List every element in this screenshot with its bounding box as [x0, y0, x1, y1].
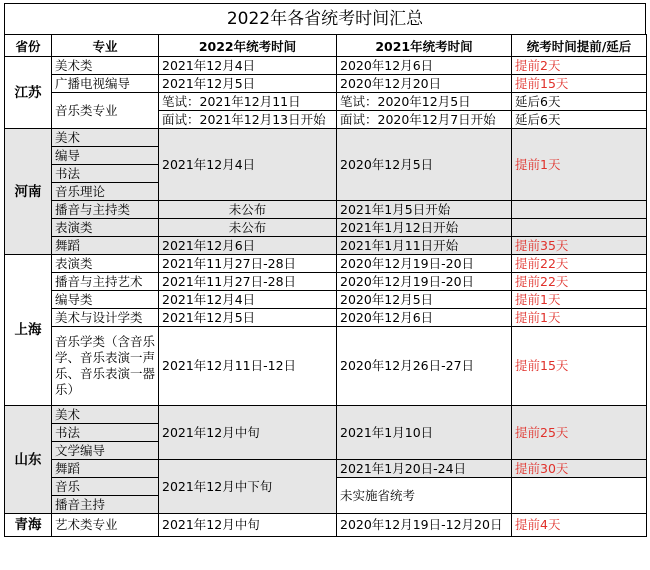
change-cell: 提前15天 — [512, 75, 647, 93]
time-2021-cell: 2020年12月19日-12月20日 — [337, 514, 512, 537]
change-cell: 提前4天 — [512, 514, 647, 537]
major-cell: 舞蹈 — [52, 460, 159, 478]
header-major: 专业 — [52, 35, 159, 57]
table-row — [5, 255, 647, 273]
major-cell: 音乐类专业 — [52, 93, 159, 129]
table-row — [5, 273, 647, 291]
major-cell: 书法 — [52, 424, 159, 442]
time-2022-cell: 未公布 — [159, 201, 337, 219]
major-cell: 编导类 — [52, 291, 159, 309]
major-cell: 编导 — [52, 147, 159, 165]
table-row — [5, 327, 647, 406]
time-2022-cell: 2021年12月5日 — [159, 309, 337, 327]
major-cell: 文学编导 — [52, 442, 159, 460]
time-2022-cell: 2021年11月27日-28日 — [159, 273, 337, 291]
time-2021-cell: 2021年1月20日-24日 — [337, 460, 512, 478]
time-2021-cell: 笔试：2020年12月5日 — [337, 93, 512, 111]
major-cell: 广播电视编导 — [52, 75, 159, 93]
table-row — [5, 406, 647, 424]
time-2021-cell: 2021年1月11日开始 — [337, 237, 512, 255]
province-cell: 上海 — [5, 255, 52, 406]
major-cell: 美术类 — [52, 57, 159, 75]
time-2021-cell: 2020年12月6日 — [337, 309, 512, 327]
table-row — [5, 237, 647, 255]
time-2022-cell: 2021年12月11日-12日 — [159, 327, 337, 406]
time-2021-cell: 2021年1月12日开始 — [337, 219, 512, 237]
time-2022-cell: 2021年11月27日-28日 — [159, 255, 337, 273]
time-2021-cell: 2020年12月6日 — [337, 57, 512, 75]
summary-sheet — [4, 3, 646, 537]
time-2022-cell: 2021年12月4日 — [159, 129, 337, 201]
time-2021-cell: 面试：2020年12月7日开始 — [337, 111, 512, 129]
major-cell: 美术 — [52, 129, 159, 147]
major-cell: 播音与主持类 — [52, 201, 159, 219]
time-2022-cell: 笔试：2021年12月11日 — [159, 93, 337, 111]
header-2021: 2021年统考时间 — [337, 35, 512, 57]
major-cell: 舞蹈 — [52, 237, 159, 255]
major-cell: 美术与设计学类 — [52, 309, 159, 327]
major-cell: 音乐 — [52, 478, 159, 496]
major-cell: 音乐理论 — [52, 183, 159, 201]
time-2022-cell: 2021年12月6日 — [159, 237, 337, 255]
major-cell: 书法 — [52, 165, 159, 183]
change-cell — [512, 219, 647, 237]
change-cell: 提前35天 — [512, 237, 647, 255]
major-cell: 播音主持 — [52, 496, 159, 514]
time-2022-cell: 2021年12月中旬 — [159, 514, 337, 537]
change-cell: 提前1天 — [512, 309, 647, 327]
exam-schedule-table — [4, 34, 647, 537]
page-title: 2022年各省统考时间汇总 — [4, 3, 646, 34]
province-cell: 青海 — [5, 514, 52, 537]
change-cell: 提前25天 — [512, 406, 647, 460]
major-cell: 美术 — [52, 406, 159, 424]
province-cell: 山东 — [5, 406, 52, 514]
time-2022-cell: 2021年12月中下旬 — [159, 460, 337, 514]
table-row — [5, 460, 647, 478]
time-2021-cell: 2021年1月5日开始 — [337, 201, 512, 219]
table-row — [5, 291, 647, 309]
major-cell: 艺术类专业 — [52, 514, 159, 537]
major-cell: 表演类 — [52, 219, 159, 237]
table-row — [5, 57, 647, 75]
time-2021-cell: 2020年12月5日 — [337, 129, 512, 201]
time-2022-cell: 面试：2021年12月13日开始 — [159, 111, 337, 129]
change-cell: 提前22天 — [512, 255, 647, 273]
table-row — [5, 309, 647, 327]
time-2022-cell: 2021年12月5日 — [159, 75, 337, 93]
major-cell: 音乐学类（含音乐学、音乐表演一声乐、音乐表演一器乐） — [52, 327, 159, 406]
change-cell: 提前2天 — [512, 57, 647, 75]
header-change: 统考时间提前/延后 — [512, 35, 647, 57]
header-row — [5, 35, 647, 57]
time-2022-cell: 2021年12月4日 — [159, 291, 337, 309]
table-row — [5, 201, 647, 219]
major-cell: 播音与主持艺术 — [52, 273, 159, 291]
change-cell — [512, 201, 647, 219]
time-2021-cell: 2021年1月10日 — [337, 406, 512, 460]
time-2021-cell: 2020年12月5日 — [337, 291, 512, 309]
time-2021-cell: 2020年12月26日-27日 — [337, 327, 512, 406]
change-cell: 提前1天 — [512, 129, 647, 201]
header-2022: 2022年统考时间 — [159, 35, 337, 57]
change-cell: 延后6天 — [512, 111, 647, 129]
table-row — [5, 75, 647, 93]
change-cell: 延后6天 — [512, 93, 647, 111]
table-row — [5, 514, 647, 537]
major-cell: 表演类 — [52, 255, 159, 273]
province-cell: 江苏 — [5, 57, 52, 129]
table-row — [5, 129, 647, 147]
time-2021-cell: 2020年12月20日 — [337, 75, 512, 93]
time-2022-cell: 2021年12月4日 — [159, 57, 337, 75]
table-row — [5, 219, 647, 237]
change-cell — [512, 478, 647, 514]
time-2021-cell: 2020年12月19日-20日 — [337, 273, 512, 291]
change-cell: 提前1天 — [512, 291, 647, 309]
change-cell: 提前15天 — [512, 327, 647, 406]
table-row — [5, 93, 647, 111]
time-2022-cell: 未公布 — [159, 219, 337, 237]
time-2022-cell: 2021年12月中旬 — [159, 406, 337, 460]
change-cell: 提前22天 — [512, 273, 647, 291]
change-cell: 提前30天 — [512, 460, 647, 478]
time-2021-cell: 2020年12月19日-20日 — [337, 255, 512, 273]
time-2021-cell: 未实施省统考 — [337, 478, 512, 514]
province-cell: 河南 — [5, 129, 52, 255]
header-province: 省份 — [5, 35, 52, 57]
